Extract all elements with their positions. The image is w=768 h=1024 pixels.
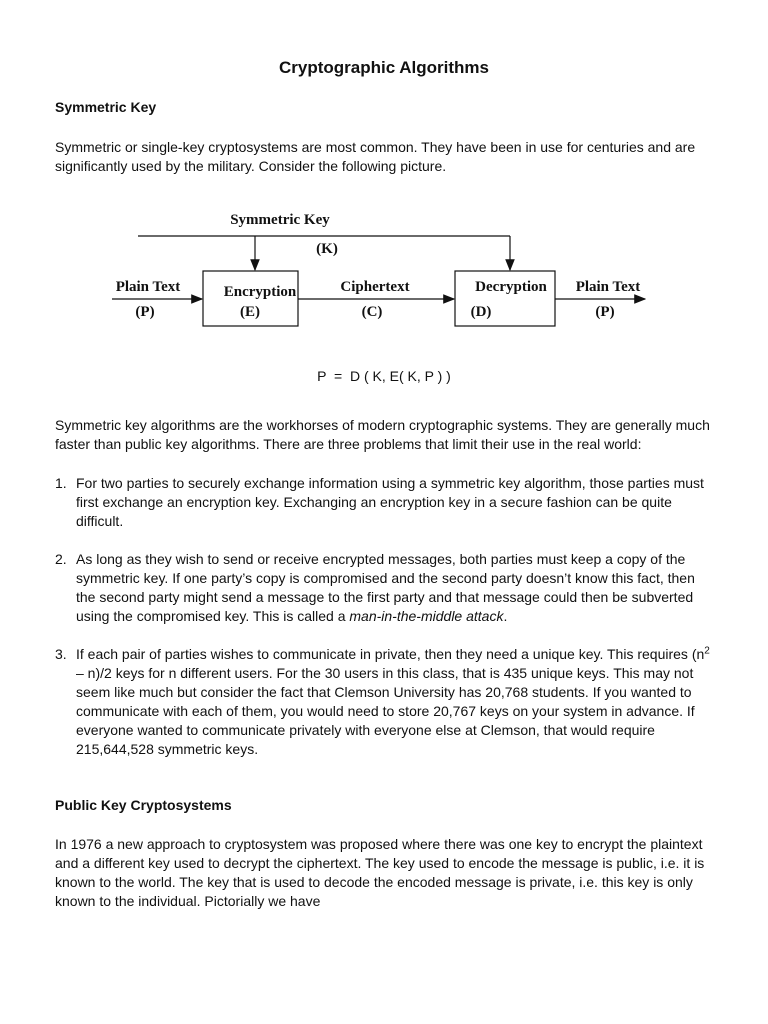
symmetric-key-diagram (100, 200, 660, 340)
ciphertext-label: Ciphertext (340, 279, 410, 295)
list-item (55, 474, 715, 531)
list-text-main: As long as they wish to send or receive encrypted messages, both parties must keep a copy of the symmetric key. If one party’s copy is compromised and the second party doesn’t know this fact, then the second party might send a message to the first party and that message could then be subverted using the compromised key. This is called a (76, 551, 695, 624)
key-symbol: (K) (316, 241, 338, 257)
page-title: Cryptographic Algorithms (279, 58, 489, 77)
intro-paragraph: Symmetric or single-key cryptosystems are most common. They have been in use for centuries and are significantly used by the military. Consider the following picture. (55, 139, 696, 174)
list-item (55, 550, 715, 626)
plain-out-symbol: (P) (595, 304, 615, 320)
list-text-main: If each pair of parties wishes to communicate in private, then they need a unique key. This requires (n (76, 646, 705, 662)
list-text (55, 645, 715, 759)
encryption-label: Encryption (223, 284, 297, 300)
list-item (55, 645, 715, 759)
list-text (55, 550, 715, 626)
list-number: 1. (55, 475, 67, 491)
plain-in-symbol: (P) (135, 304, 155, 320)
list-text-rest: – n)/2 keys for n different users. For the 30 users in this class, that is 435 unique keys. This may not seem like much but consider the fact that Clemson University has 20,768 students. If you wanted to communicate with each of them, you would need to store 20,767 keys on your system in advance. If everyone wanted to communicate privately with everyone else at Clemson, that would require 215,644,528 symmetric keys. (76, 665, 695, 757)
formula: P = D ( K, E( K, P ) ) (317, 368, 451, 384)
list-text-tail: . (503, 608, 508, 624)
encryption-symbol: (E) (240, 304, 260, 320)
decryption-symbol: (D) (470, 304, 492, 320)
list-number: 3. (55, 646, 67, 662)
list-number: 2. (55, 551, 67, 567)
symmetric-paragraph: Symmetric key algorithms are the workhorses of modern cryptographic systems. They are generally much faster than public key algorithms. There are three problems that limit their use in the real world: (55, 417, 710, 452)
list-text: For two parties to securely exchange information using a symmetric key algorithm, those parties must first exchange an encryption key. Exchanging an encryption key in a secure fashion can be quite difficult. (76, 475, 704, 529)
section-heading-public-key: Public Key Cryptosystems (55, 797, 232, 813)
superscript: 2 (704, 645, 710, 657)
section-heading-symmetric: Symmetric Key (55, 99, 157, 115)
decryption-label: Decryption (475, 279, 547, 295)
public-key-paragraph: In 1976 a new approach to cryptosystem was proposed where there was one key to encrypt the plaintext and a different key used to decrypt the ciphertext. The key used to encode the message is public, i.e. it is known to the world. The key that is used to decode the encoded message is private, i.e. this key is only known to the individual. Pictorially we have (55, 836, 705, 909)
emphasis: man-in-the-middle attack (349, 608, 504, 624)
key-label: Symmetric Key (230, 212, 330, 228)
plain-in-label: Plain Text (115, 279, 181, 295)
ciphertext-symbol: (C) (361, 304, 383, 320)
plain-out-label: Plain Text (575, 279, 641, 295)
